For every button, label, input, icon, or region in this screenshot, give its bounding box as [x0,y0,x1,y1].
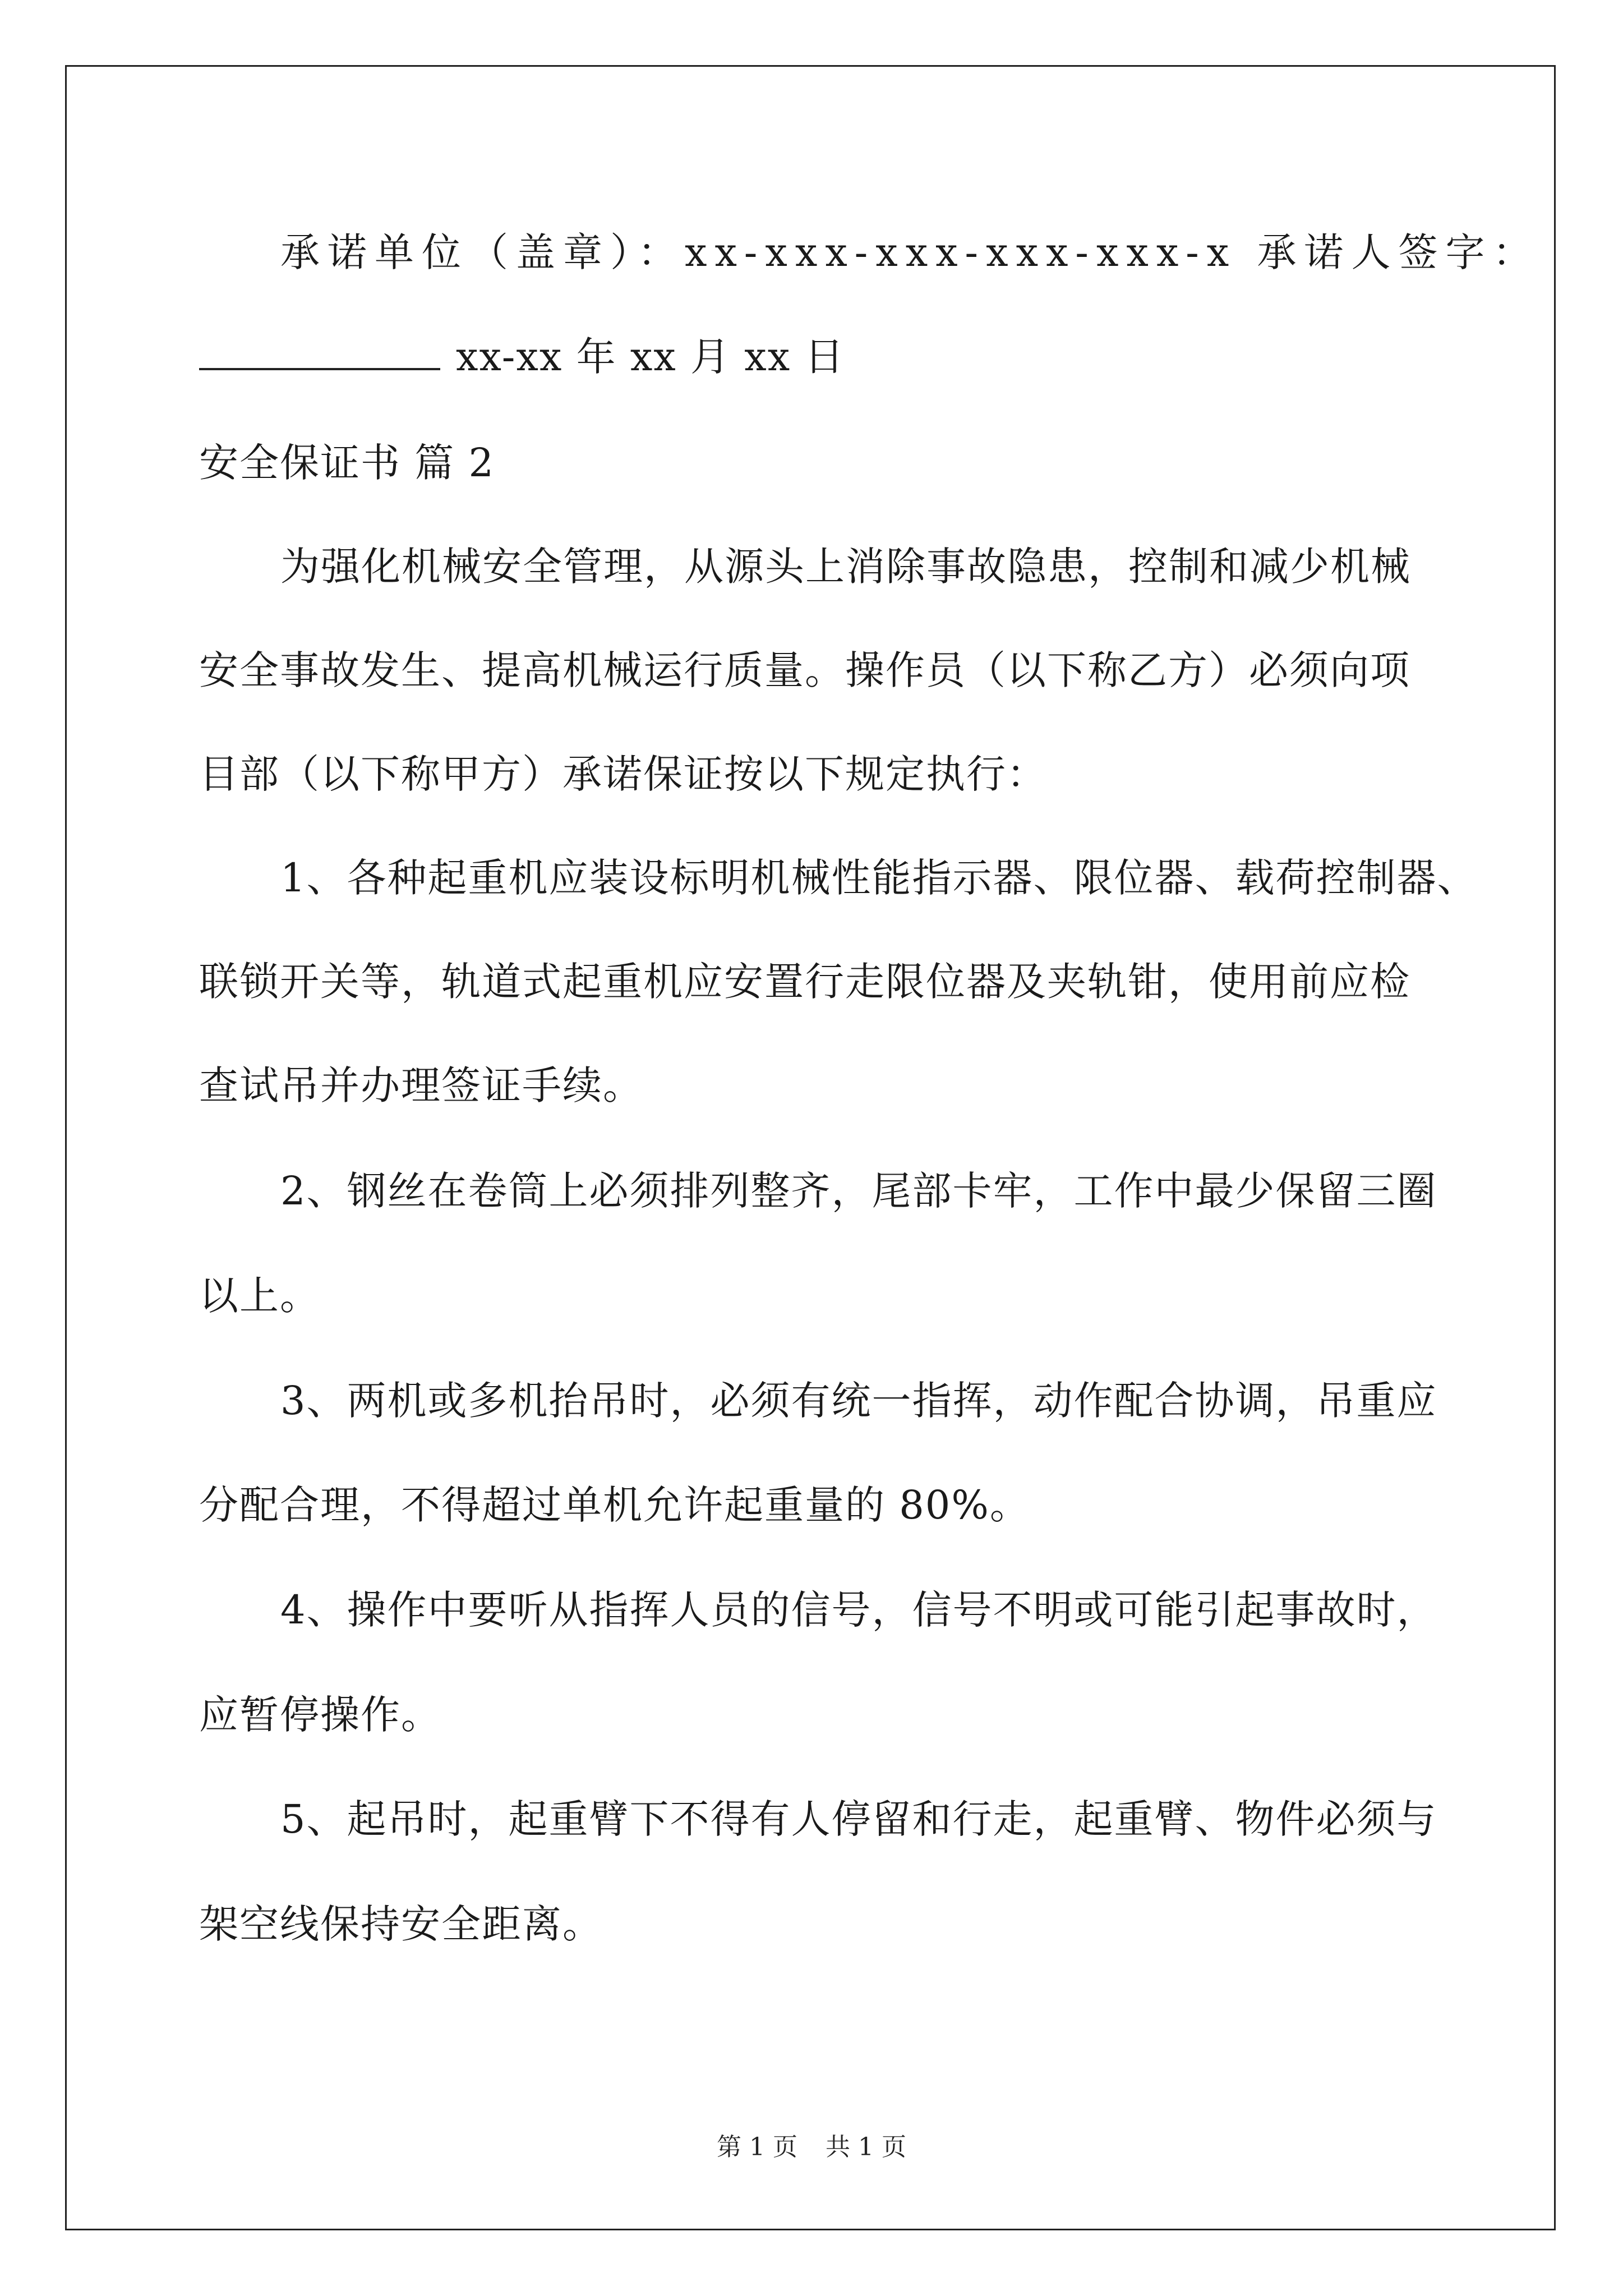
paragraph-line: 2、钢丝在卷筒上必须排列整齐，尾部卡牢，工作中最少保留三圈 [280,1168,1437,1214]
paragraph-line: 3、两机或多机抬吊时，必须有统一指挥，动作配合协调，吊重应 [280,1378,1437,1424]
date-line [199,331,1433,382]
paragraph-line: 4、操作中要听从指挥人员的信号，信号不明或可能引起事故时， [280,1587,1437,1633]
paragraph-line: 以上。 [199,1273,320,1319]
section-title: 安全保证书 篇 2 [199,440,495,486]
paragraph-line: 目部（以下称甲方）承诺保证按以下规定执行： [199,751,1047,797]
signature-line: 承诺单位（盖章）：xx-xxx-xxx-xxx-xxx-x 承诺人签字： [280,229,1540,275]
date-text: xx-xx 年 xx 月 xx 日 [456,334,845,380]
paragraph-line: 1、各种起重机应装设标明机械性能指示器、限位器、载荷控制器、 [280,855,1478,901]
paragraph-line: 查试吊并办理签证手续。 [199,1062,643,1108]
paragraph-line: 架空线保持安全距离。 [199,1901,603,1947]
paragraph-line: 为强化机械安全管理，从源头上消除事故隐患，控制和减少机械 [280,544,1411,590]
page-number: 第 1 页 [717,2133,797,2161]
page-total: 共 1 页 [826,2133,906,2161]
paragraph-line: 联锁开关等，轨道式起重机应安置行走限位器及夹轨钳，使用前应检 [199,959,1410,1005]
paragraph-line: 5、起吊时，起重臂下不得有人停留和行走，起重臂、物件必须与 [280,1796,1437,1842]
paragraph-line: 应暂停操作。 [199,1692,441,1738]
page-footer [0,2132,1623,2163]
paragraph-line: 分配合理，不得超过单机允许起重量的 80%。 [199,1482,1030,1528]
paragraph-line: 安全事故发生、提高机械运行质量。操作员（以下称乙方）必须向项 [199,647,1410,693]
signature-blank [199,331,440,370]
